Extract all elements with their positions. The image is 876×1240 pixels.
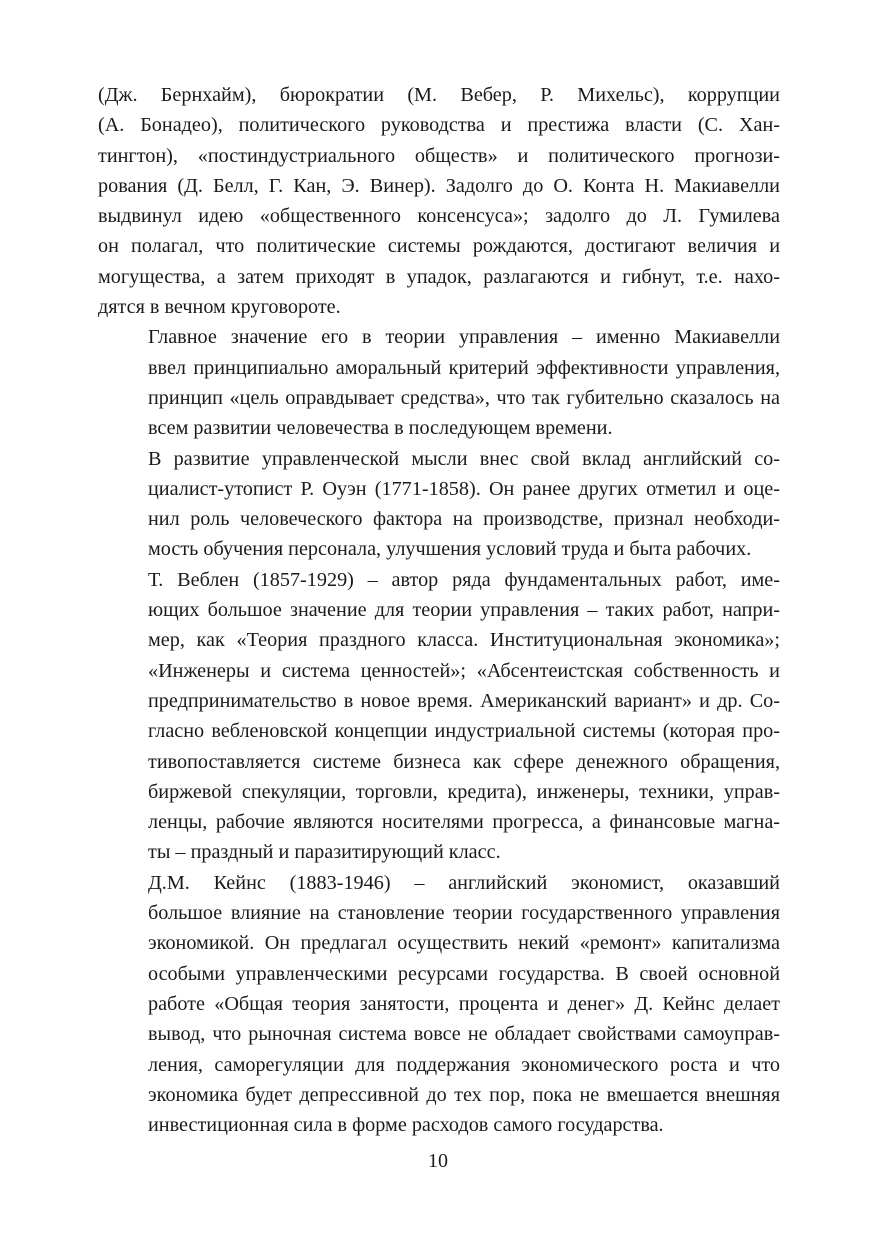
text-line: экономикой. Он предлагал осуществить некий «ремонт» капитализма <box>148 932 780 955</box>
text-line: принцип «цель оправдывает средства», что так губительно сказалось на <box>148 386 780 409</box>
paragraph-4 <box>98 565 780 868</box>
text-line: дятся в вечном круговороте. <box>98 296 341 319</box>
text-line: вывод, что рыночная система вовсе не обладает свойствами самоуправ- <box>148 1023 780 1046</box>
text-line: нил роль человеческого фактора на производстве, признал необходи- <box>148 508 780 531</box>
text-line: биржевой спекуляции, торговли, кредита), инженеры, техники, управ- <box>148 780 780 803</box>
text-line: мость обучения персонала, улучшения условий труда и быта рабочих. <box>148 538 752 561</box>
text-line: большое влияние на становление теории государственного управления <box>148 902 780 925</box>
text-line: всем развитии человечества в последующем времени. <box>148 417 613 440</box>
text-line: ющих большое значение для теории управления – таких работ, напри- <box>148 599 780 622</box>
text-line: ввел принципиально аморальный критерий эффективности управления, <box>148 356 780 379</box>
text-line: экономика будет депрессивной до тех пор, пока не вмешается внешняя <box>148 1083 780 1106</box>
text-line: предпринимательство в новое время. Американский вариант» и др. Со- <box>148 689 780 712</box>
paragraph-1 <box>98 80 780 322</box>
text-line: могущества, а затем приходят в упадок, разлагаются и гибнут, т.е. нахо- <box>98 265 780 288</box>
text-line: тивопоставляется системе бизнеса как сфере денежного обращения, <box>148 750 780 773</box>
text-line: циалист-утопист Р. Оуэн (1771-1858). Он ранее других отметил и оце- <box>148 477 780 500</box>
text-line: Д.М. Кейнс (1883-1946) – английский экономист, оказавший <box>148 871 780 894</box>
page-number: 10 <box>428 1150 448 1172</box>
text-line: «Инженеры и система ценностей»; «Абсентеистская собственность и <box>148 659 780 682</box>
text-line: Главное значение его в теории управления – именно Макиавелли <box>148 326 780 349</box>
text-line: В развитие управленческой мысли внес свой вклад английский со- <box>148 447 780 470</box>
text-line: инвестиционная сила в форме расходов самого государства. <box>148 1114 664 1137</box>
text-line: (Дж. Бернхайм), бюрократии (М. Вебер, Р. Михельс), коррупции <box>98 84 780 106</box>
text-line: мер, как «Теория праздного класса. Институциональная экономика»; <box>148 629 780 652</box>
text-line: Т. Веблен (1857-1929) – автор ряда фундаментальных работ, име- <box>148 568 780 591</box>
text-line: тингтон), «постиндустриального обществ» и политического прогнози- <box>98 144 780 167</box>
paragraph-3 <box>98 444 780 565</box>
text-line: выдвинул идею «общественного консенсуса»; задолго до Л. Гумилева <box>98 205 780 228</box>
text-line: (А. Бонадео), политического руководства и престижа власти (С. Хан- <box>98 114 780 137</box>
text-line: рования (Д. Белл, Г. Кан, Э. Винер). Задолго до О. Конта Н. Макиавелли <box>98 174 780 197</box>
paragraph-5 <box>98 868 780 1141</box>
text-line: ления, саморегуляции для поддержания экономического роста и что <box>148 1053 780 1076</box>
text-line: он полагал, что политические системы рождаются, достигают величия и <box>98 235 780 258</box>
text-line: ты – праздный и паразитирующий класс. <box>148 841 501 864</box>
paragraph-2 <box>98 322 780 443</box>
document-body <box>98 80 780 1140</box>
text-line: ленцы, рабочие являются носителями прогресса, а финансовые магна- <box>148 811 780 834</box>
text-line: особыми управленческими ресурсами государства. В своей основной <box>148 962 780 985</box>
text-line: работе «Общая теория занятости, процента и денег» Д. Кейнс делает <box>148 992 780 1015</box>
text-line: гласно вебленовской концепции индустриальной системы (которая про- <box>148 720 780 743</box>
